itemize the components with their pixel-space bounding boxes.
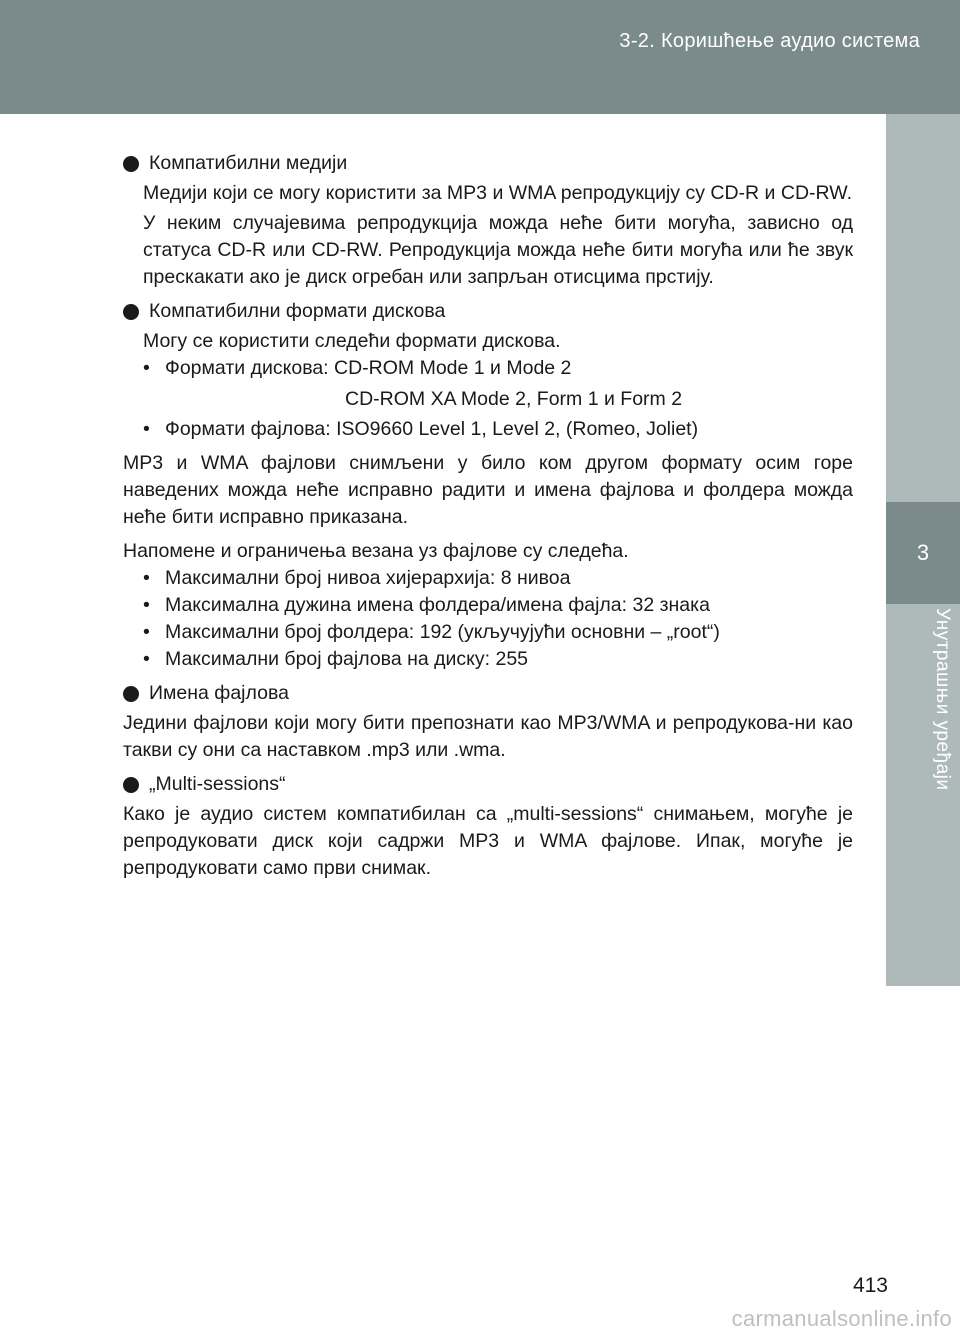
section-heading-multisession — [123, 771, 853, 798]
list-bullet: • — [143, 621, 150, 643]
list-item-text: Максимални број нивоа хијерархија: 8 нивоа — [165, 567, 571, 589]
bullet-icon — [123, 304, 139, 320]
list-item-text: Максимална дужина имена фолдера/имена фајла: 32 знака — [165, 594, 710, 616]
paragraph: MP3 и WMA фајлови снимљени у било ком другом формату осим горе наведених можда неће исправно радити и имена фајлова и фолдера можда неће бити исправно приказана. — [123, 452, 853, 528]
paragraph: Медији који се могу користити за MP3 и WMA репродукцију су CD-R и CD-RW. — [143, 182, 852, 204]
list-item — [123, 592, 853, 619]
heading-text: „Multi-sessions“ — [149, 773, 286, 795]
list-item-continuation: CD-ROM XA Mode 2, Form 1 и Form 2 — [345, 388, 683, 410]
list-item-text: Формати фајлова: ISO9660 Level 1, Level 2, (Romeo, Joliet) — [165, 418, 699, 440]
list-item — [123, 416, 853, 443]
bullet-icon — [123, 156, 139, 172]
watermark: carmanualsonline.info — [731, 1306, 952, 1331]
list-bullet: • — [143, 357, 150, 379]
chapter-label: Унутрашњи уређаји — [932, 608, 953, 791]
page-content — [123, 150, 853, 882]
list-item — [123, 355, 853, 382]
heading-text: Компатибилни формати дискова — [149, 300, 446, 322]
paragraph: Једини фајлови који могу бити препознати као MP3/WMA и репродукова-ни као такви су они са наставком .mp3 или .wma. — [123, 712, 853, 761]
list-item — [123, 565, 853, 592]
page-number: 413 — [852, 1274, 888, 1297]
bullet-icon — [123, 777, 139, 793]
list-item-text: Максимални број фајлова на диску: 255 — [165, 648, 529, 670]
list-bullet: • — [143, 418, 150, 440]
paragraph: Како је аудио систем компатибилан са „multi-sessions“ снимањем, могуће је репродуковати диск који садржи MP3 и WMA фајлове. Ипак, могуће је репродуковати само први снимак. — [123, 803, 853, 879]
list-item — [123, 646, 853, 673]
side-tab-upper-band — [886, 114, 960, 502]
section-heading-formats — [123, 298, 853, 325]
section-title: 3-2. Коришћење аудио система — [619, 30, 920, 52]
bullet-icon — [123, 686, 139, 702]
list-item-text: Максимални број фолдера: 192 (укључујући основни – „root“) — [165, 621, 720, 643]
page-header — [0, 0, 960, 114]
paragraph: У неким случајевима репродукција можда неће бити могућа, зависно од статуса CD-R или CD-RW. Репродукција можда неће бити могућа или ће звук прескакати ако је диск огребан или запрљан отисцима прстију. — [143, 212, 853, 288]
list-item-text: Формати дискова: CD-ROM Mode 1 и Mode 2 — [165, 357, 572, 379]
list-item — [123, 619, 853, 646]
heading-text: Компатибилни медији — [149, 152, 348, 174]
heading-text: Имена фајлова — [149, 682, 289, 704]
chapter-number: 3 — [916, 540, 930, 565]
paragraph: Напомене и ограничења везана уз фајлове су следећа. — [123, 540, 629, 562]
paragraph: Могу се користити следећи формати дискова. — [143, 330, 561, 352]
section-heading-media — [123, 150, 853, 177]
list-bullet: • — [143, 648, 150, 670]
section-heading-filenames — [123, 680, 853, 707]
list-bullet: • — [143, 567, 150, 589]
list-bullet: • — [143, 594, 150, 616]
